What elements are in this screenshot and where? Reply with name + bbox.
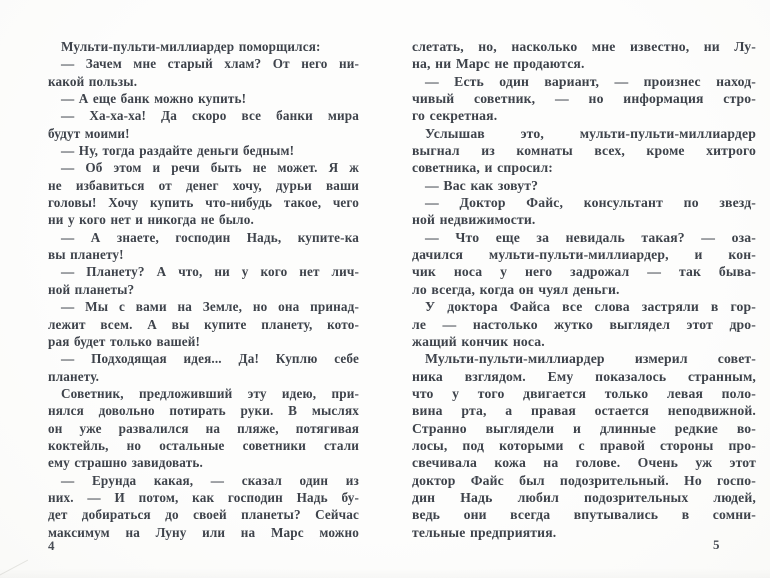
text-line: ле — настолько жутко выглядел этот дро-	[412, 316, 756, 332]
text-line: — Ерунда какая, — сказал один из	[61, 472, 359, 488]
text-line: свечивала кожа на голове. Очень уж этот	[412, 455, 756, 471]
text-line: — Ну, тогда раздайте деньги бедным!	[61, 143, 295, 159]
text-line: — Об этом и речи быть не может. Я ж	[61, 160, 359, 176]
text-line: — Планету? А что, ни у кого нет лич-	[61, 264, 359, 280]
text-line: он уже развалился на пляже, потягивая	[48, 420, 359, 436]
text-line: — Что еще за невидаль такая? — оза-	[425, 229, 756, 245]
text-line: головы! Хочу купить что-нибудь такое, чего	[48, 195, 359, 211]
text-line: ло всегда, когда он чуял деньги.	[412, 281, 620, 297]
text-line: жащий кончик носа.	[412, 333, 545, 349]
text-line: на, ни Марс не продаются.	[412, 56, 585, 72]
text-line: Мульти-пульти-миллиардер поморщился:	[61, 39, 321, 54]
text-line: дачился мульти-пульти-миллиардер, и кон-	[412, 247, 756, 263]
right-page-text-column	[412, 38, 756, 541]
text-line: — Подходящая идея... Да! Куплю себе	[61, 351, 359, 367]
text-line: тельные предприятия.	[412, 524, 557, 540]
text-line: что у того двигается только левая поло-	[412, 385, 756, 401]
text-line: ни у кого нет и никогда не было.	[48, 212, 254, 228]
page-number-right: 5	[713, 537, 720, 552]
text-line: рая будет только вашей!	[48, 333, 201, 349]
text-line: выгнал из комнаты всех, кроме хитрого	[412, 143, 756, 159]
text-line: — Мы с вами на Земле, но она принад-	[61, 299, 359, 315]
text-line: нялся довольно потирать руки. В мыслях	[48, 403, 359, 419]
text-line: планету.	[48, 368, 100, 384]
text-line: чик носа у него задрожал — так быва-	[412, 264, 756, 280]
left-page-text-column	[48, 38, 359, 541]
text-line: — Ха-ха-ха! Да скоро все банки мира	[61, 108, 359, 124]
text-line: Странно выглядели и длинные редкие во-	[412, 420, 756, 436]
text-line: них. — И потом, как господин Надь бу-	[48, 489, 359, 505]
text-line: Советник, предложивший эту идею, при-	[61, 385, 359, 401]
text-line: — А знаете, господин Надь, купите-ка	[61, 229, 359, 245]
text-line: Мульти-пульти-миллиардер измерил совет-	[425, 351, 756, 367]
text-line: — Доктор Файс, консультант по звезд-	[425, 195, 756, 211]
text-line: У доктора Файса все слова застряли в гор-	[425, 299, 756, 315]
text-line: ведь они всегда впутывались в сомни-	[412, 507, 756, 523]
text-line: ему страшно завидовать.	[48, 455, 203, 471]
text-line: — Есть один вариант, — произнес наход-	[425, 73, 756, 89]
text-line: — Вас как зовут?	[425, 177, 539, 193]
text-line: — Зачем мне старый хлам? От него ни-	[61, 56, 359, 72]
page-number-left: 4	[48, 538, 55, 553]
page-bottom-shade	[0, 568, 770, 578]
text-line: какой пользы.	[48, 73, 138, 89]
text-line: ника взглядом. Ему показалось странным,	[412, 368, 756, 384]
text-line: дин Надь любил подозрительных людей,	[412, 489, 756, 505]
text-line: вы планету!	[48, 247, 124, 263]
text-line: не избавиться от денег хочу, дурьи ваши	[48, 177, 359, 193]
text-line: слетать, но, насколько мне известно, ни Лу-	[412, 39, 756, 54]
text-line: дет добираться до своей планеты? Сейчас	[48, 507, 359, 523]
text-line: лосы, под которыми с правой стороны про-	[412, 437, 756, 453]
text-line: доктор Файс был подозрительный. Но госпо-	[412, 472, 756, 488]
text-line: ной планеты?	[48, 281, 135, 297]
text-line: чивый советник, — но информация стро-	[412, 91, 756, 107]
text-line: вина рта, а правая остается неподвижной.	[412, 403, 756, 419]
text-line: Услышав это, мульти-пульти-миллиардер	[425, 125, 756, 141]
text-line: будут моими!	[48, 125, 130, 141]
text-line: ной недвижимости.	[412, 212, 536, 228]
text-line: го секретная.	[412, 108, 498, 124]
text-line: советника, и спросил:	[412, 160, 553, 176]
text-line: коктейль, но остальные советники стали	[48, 437, 359, 453]
text-line: максимум на Луну или на Марс можно	[48, 524, 359, 540]
text-line: — А еще банк можно купить!	[61, 91, 247, 107]
text-line: лежит всем. А вы купите планету, кото-	[48, 316, 359, 332]
